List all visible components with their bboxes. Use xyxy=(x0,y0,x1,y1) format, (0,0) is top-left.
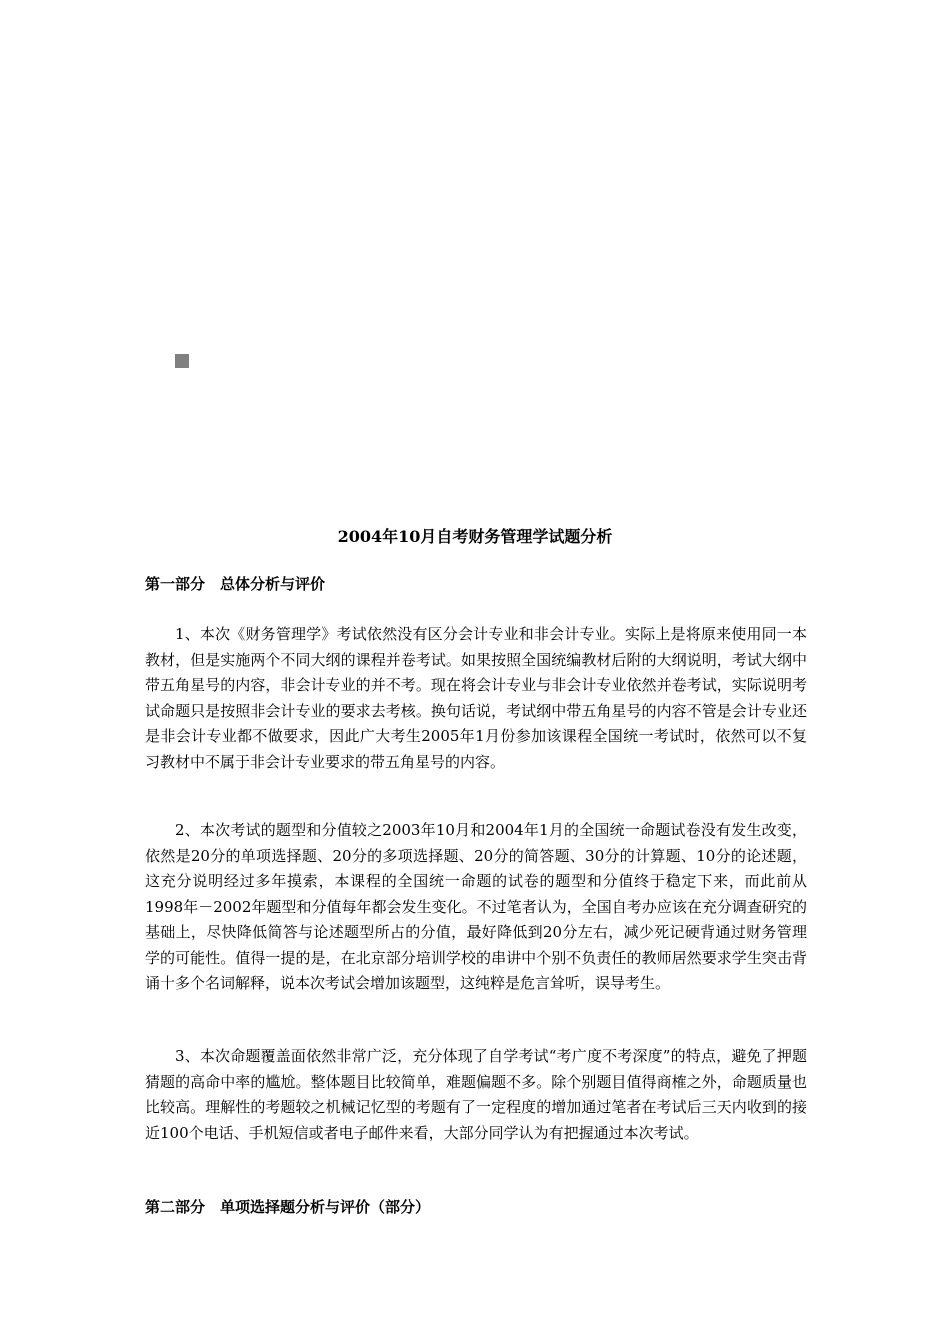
paragraph-1: 1、本次《财务管理学》考试依然没有区分会计专业和非会计专业。实际上是将原来使用同一本教材，但是实施两个不同大纲的课程并卷考试。如果按照全国统编教材后附的大纲说明，考试大纲中带五角星号的内容，非会计专业的并不考。现在将会计专业与非会计专业依然并卷考试，实际说明考试命题只是按照非会计专业的要求去考核。换句话说，考试纲中带五角星号的内容不管是会计专业还是非会计专业都不做要求，因此广大考生2005年1月份参加该课程全国统一考试时，依然可以不复习教材中不属于非会计专业要求的带五角星号的内容。 xyxy=(145,625,807,771)
gray-square-icon xyxy=(175,354,189,368)
section-heading-overview: 第一部分 总体分析与评价 xyxy=(145,575,326,593)
paragraph-3: 3、本次命题覆盖面依然非常广泛，充分体现了自学考试“考广度不考深度”的特点，避免了押题猜题的高命中率的尴尬。整体题目比较简单，难题偏题不多。除个别题目值得商榷之外，命题质量也比较高。理解性的考题较之机械记忆型的考题有了一定程度的增加通过笔者在考试后三天内收到的接近100个电话、手机短信或者电子邮件来看，大部分同学认为有把握通过本次考试。 xyxy=(145,1047,807,1142)
paragraph-2: 2、本次考试的题型和分值较之2003年10月和2004年1月的全国统一命题试卷没有发生改变，依然是20分的单项选择题、20分的多项选择题、20分的简答题、30分的计算题、10分的论述题，这充分说明经过多年摸索，本课程的全国统一命题的试卷的题型和分值终于稳定下来，而此前从1998年－2002年题型和分值每年都会发生变化。不过笔者认为，全国自考办应该在充分调查研究的基础上，尽快降低简答与论述题型所占的分值，最好降低到20分左右，减少死记硬背通过财务管理学的可能性。值得一提的是，在北京部分培训学校的串讲中个别不负责任的教师居然要求学生突击背诵十多个名词解释，说本次考试会增加该题型，这纯粹是危言耸听，误导考生。 xyxy=(145,821,807,992)
section-heading-single-choice: 第二部分 单项选择题分析与评价（部分） xyxy=(145,1198,431,1216)
document-title: 2004年10月自考财务管理学试题分析 xyxy=(337,527,613,546)
